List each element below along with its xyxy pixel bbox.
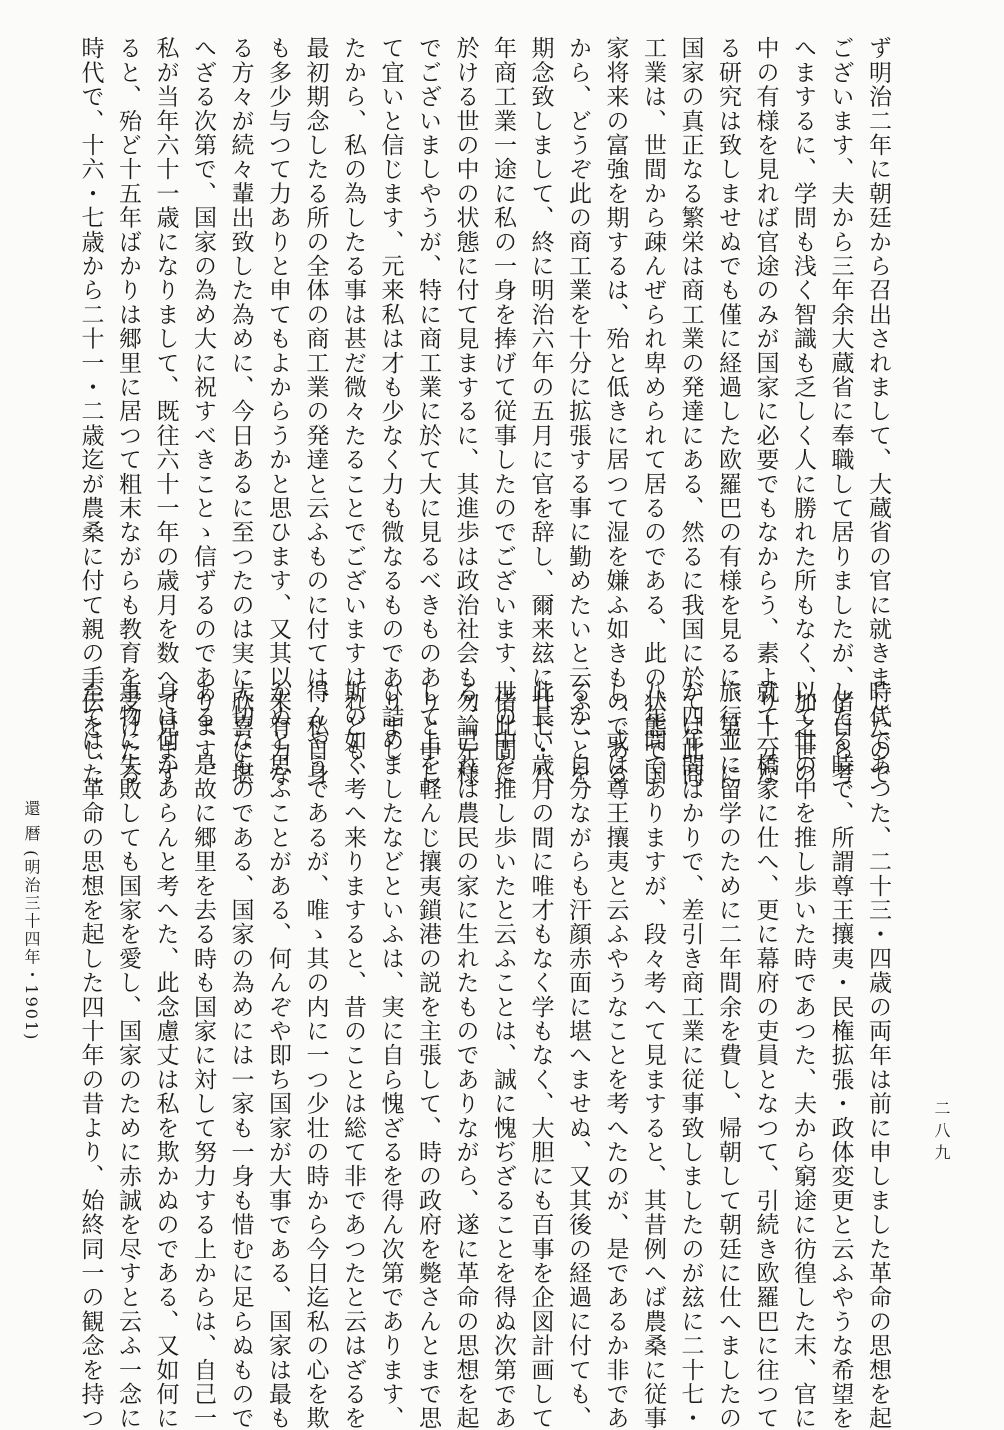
- running-head: 還 暦 (明治三十四年・1901): [22, 800, 41, 1042]
- text-line: る、己れは農民の家に生れたものでありながら、遂に革命の思想を起: [452, 680, 479, 1430]
- text-line: 於ける世の中の状態に付て見まするに、其進歩は政治社会も勿論左様: [452, 36, 479, 787]
- text-line: 事物に失敗しても国家を愛し、国家のために赤誠を尽すと云ふ一念に: [115, 680, 141, 1430]
- text-line: ると、殆ど十五年ばかりは郷里に居つて粗末ながらも教育を受けたる: [115, 36, 141, 787]
- text-line: 大切なものである、国家の為めには一家も一身も惜むに足らぬもので: [227, 680, 254, 1430]
- text-line: 中の有様を見れば官途のみが国家に必要でもなからう、素より十分な: [752, 36, 779, 787]
- text-line: るか、自分ながらも汗顔赤面に堪へませぬ、又其後の経過に付ても、: [565, 680, 591, 1430]
- text-line: 此長い歳月の間に唯才もなく学もなく、大胆にも百事を企図計画して: [527, 680, 554, 1430]
- text-line: 時代であつた、二十三・四歳の両年は前に申しました革命の思想を起: [865, 680, 891, 1430]
- text-line: 斯の如く考へ来りますると、昔のことは総て非であつたと云はざるを: [340, 680, 366, 1430]
- text-line: から、どうぞ此の商工業を十分に拡張する事に勤めたいと云ふことを: [565, 36, 591, 787]
- text-line: 年商工業一途に私の一身を捧げて従事したのでございます、偖此間に: [490, 36, 516, 787]
- text-line: が四年間ばかりで、差引き商工業に従事致しましたのが玆に二十七・: [677, 680, 704, 1430]
- text-line: 以て世の中を推し歩いた時であつた、夫から窮途に彷徨した末、官に: [790, 680, 816, 1430]
- page-number: 二八九: [932, 1100, 951, 1166]
- text-line: 旅行並に留学のために二年間余を費し、帰朝して朝廷に仕へましたの: [715, 680, 741, 1430]
- text-line: 身は何かあらんと考へた、此念慮丈は私を欺かぬのである、又如何に: [152, 680, 179, 1430]
- text-line: 期念致しまして、終に明治六年の五月に官を辞し、爾来玆に廿七・八: [527, 36, 554, 787]
- text-line: 私が当年六十一歳になりまして、既往六十一年の歳月を数へて見ます: [152, 36, 179, 787]
- upper-text-block: [77, 36, 896, 787]
- text-line: も多少与つて力ありと申てもよからうかと思ひます、又其以来有力な: [265, 36, 291, 787]
- text-line: 最初期念したる所の全体の商工業の発達と云ふものに付ては、私自身: [302, 36, 329, 787]
- text-line: 得んやうであるが、唯ゝ其の内に一つ少壮の時から今日迄私の心を欺: [302, 680, 329, 1430]
- text-line: ある、是故に郷里を去る時も国家に対して努力する上からは、自己一: [190, 680, 216, 1430]
- text-line: 時代で、十六・七歳から二十一・二歳迄が農桑に付て親の手伝をした: [77, 36, 104, 787]
- text-line: 八年間でありますが、段々考へて見ますると、其昔例へば農桑に従事: [640, 680, 666, 1430]
- text-line: ず明治二年に朝廷から召出されまして、大蔵省の官に就きましたので: [865, 36, 891, 787]
- text-line: したる時で、所謂尊王攘夷・民権拡張・政体変更と云ふやうな希望を: [827, 680, 854, 1430]
- text-line: へまするに、学問も浅く智識も乏しく人に勝れた所もなく、加之世の: [790, 36, 816, 787]
- text-line: でございましやうが、特に商工業に於て大に見るべきものありと申し: [415, 36, 441, 787]
- text-line: へざる次第で、国家の為め大に祝すべきことゝ信ずるのであります、: [190, 36, 216, 787]
- text-line: ひ詰めましたなどといふは、実に自ら愧ざるを得ん次第であります、: [377, 680, 404, 1430]
- text-line: 至ては、革命の思想を起した四十年の昔より、始終同一の観念を持つ: [77, 680, 104, 1430]
- text-line: し、或は尊王攘夷と云ふやうなことを考へたのが、是であるか非であ: [602, 680, 629, 1430]
- text-line: して上を軽んじ攘夷鎖港の説を主張して、時の政府を斃さんとまで思: [415, 680, 441, 1430]
- text-line: 世の中を推し歩いたと云ふことは、誠に愧ぢざることを得ぬ次第であ: [490, 680, 516, 1430]
- text-line: たから、私の為したる事は甚だ微々たることでございますけれども、: [340, 36, 366, 787]
- text-line: る方々が続々輩出致した為めに、今日あるに至つたのは実に欣喜に堪: [227, 36, 254, 787]
- text-line: る研究は致しませぬでも僅に経過した欧羅巴の有様を見るに、第一に: [715, 36, 741, 787]
- text-line: ございます、夫から三年余大蔵省に奉職して居りましたが、偖自ら考: [827, 36, 854, 787]
- text-line: て宜いと信じます、元来私は才も少なく力も微なるものでありまし: [377, 36, 404, 762]
- text-line: 就て一橋家に仕へ、更に幕府の吏員となつて、引続き欧羅巴に往つて: [752, 680, 779, 1430]
- text-line: かぬと思ふことがある、何んぞや即ち国家が大事である、国家は最も: [265, 680, 291, 1430]
- text-line: 工業は、世間から疎んぜられ卑められて居るのである、此の状態で国: [640, 36, 666, 787]
- lower-text-block: [77, 680, 896, 1430]
- text-line: 国家の真正なる繁栄は商工業の発達にある、然るに我国に於ては此商: [677, 36, 704, 787]
- text-line: 家将来の富強を期するは、殆と低きに居つて湿を嫌ふ如きものである: [602, 36, 629, 787]
